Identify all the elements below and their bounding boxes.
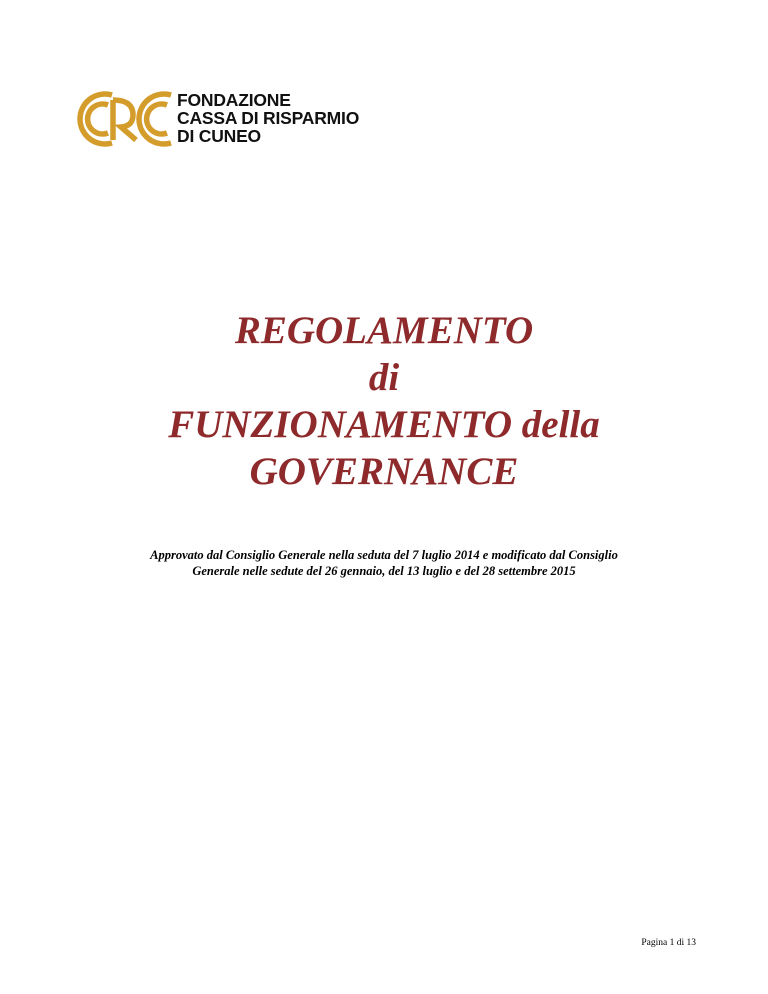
title-line-3: FUNZIONAMENTO della xyxy=(168,403,600,446)
logo-wordmark xyxy=(177,91,359,145)
title-line-2: di xyxy=(368,356,400,399)
crc-monogram-icon xyxy=(76,88,172,150)
title-line-1: REGOLAMENTO xyxy=(234,309,534,352)
logo-line-2: CASSA DI RISPARMIO xyxy=(177,108,360,128)
approval-line-2: Generale nelle sedute del 26 gennaio, del 13 luglio e del 28 settembre 2015 xyxy=(192,564,576,578)
logo-line-1: FONDAZIONE xyxy=(177,90,291,110)
approval-line-1: Approvato dal Consiglio Generale nella seduta del 7 luglio 2014 e modificato dal Consiglio xyxy=(150,548,618,562)
approval-note xyxy=(0,547,768,579)
title-line-4: GOVERNANCE xyxy=(249,450,519,493)
document-title xyxy=(0,307,768,495)
foundation-logo xyxy=(76,88,386,150)
page-number: Pagina 1 di 13 xyxy=(641,938,696,948)
logo-line-3: DI CUNEO xyxy=(177,126,261,146)
